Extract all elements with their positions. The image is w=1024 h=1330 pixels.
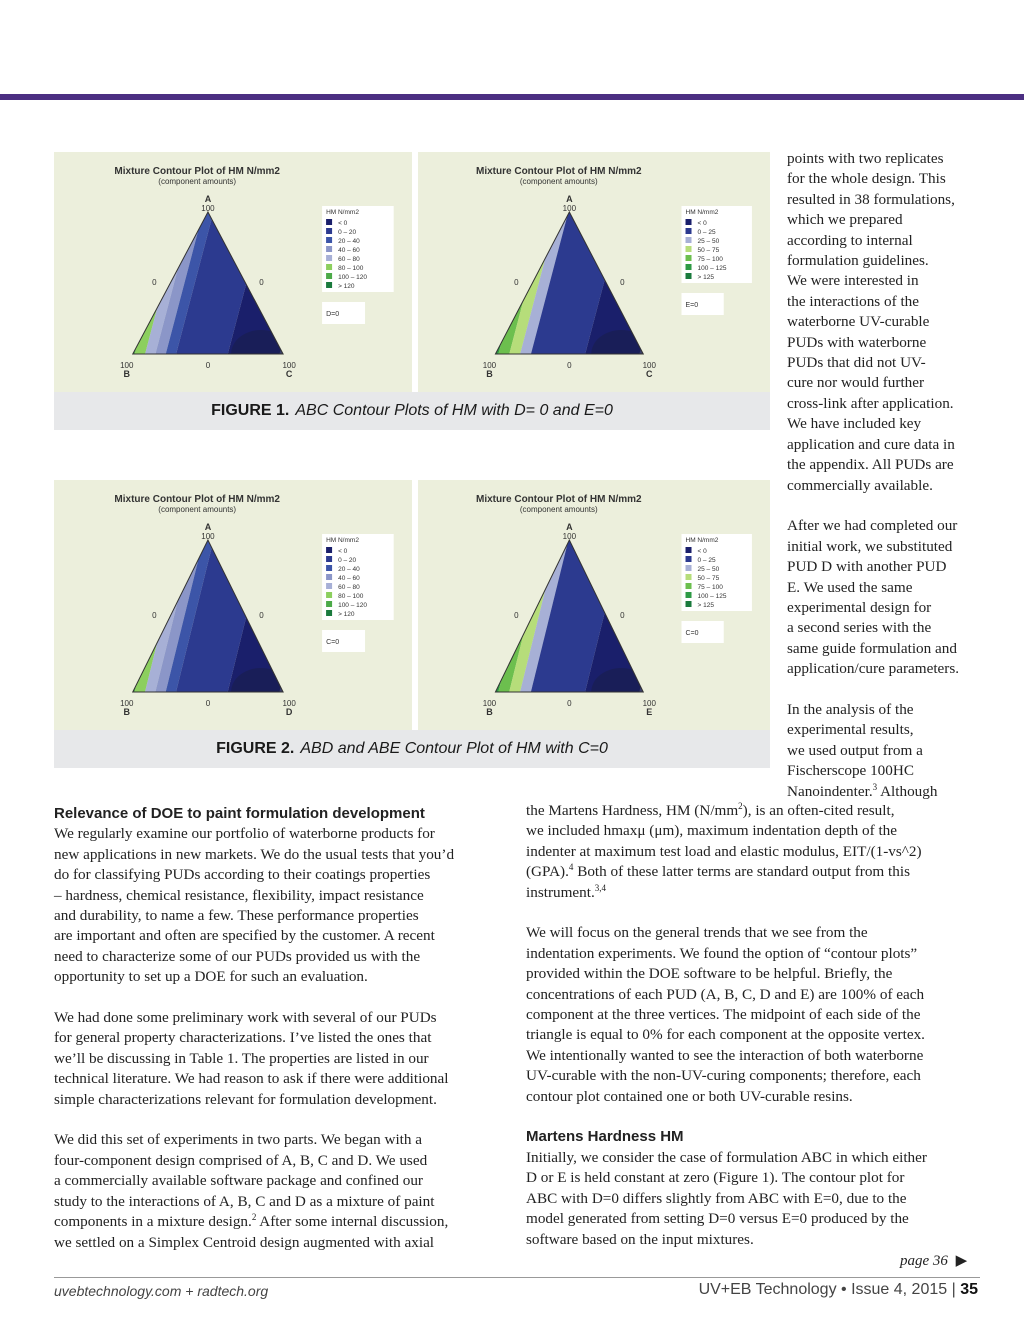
vertex-left-value: 100 <box>482 361 497 370</box>
text-line: which we prepared <box>787 211 903 229</box>
mid-line4: (GPA).$^4$ Both of these latter terms are standard output from this <box>526 862 910 881</box>
legend-swatch <box>326 547 332 553</box>
figure1-caption-label: FIGURE 1. <box>211 402 290 419</box>
text-line: opportunity to set up a DOE for such an evaluation. <box>54 968 368 986</box>
vertex-right-value: 100 <box>282 361 296 370</box>
legend-swatch <box>326 610 332 616</box>
footer-issue-text: UV+EB Technology • Issue 4, 2015 | <box>698 1281 956 1298</box>
text-line: PUD D with another PUD <box>787 558 947 576</box>
legend-entry: 100 – 120 <box>338 602 368 609</box>
legend-entry: 0 – 25 <box>697 229 716 236</box>
vertex-top-value: 100 <box>562 532 577 541</box>
plot-subtitle: (component amounts) <box>158 505 237 514</box>
text-line: do for classifying PUDs according to their coatings properties <box>54 866 431 884</box>
footer-issue <box>699 1281 978 1299</box>
right-column-nanoindenter-line: Nanoindenter.$^3$ Although <box>787 781 938 800</box>
right-column-para3 <box>787 700 987 782</box>
figure1-caption <box>54 392 770 430</box>
left-para3-line5: components in a mixture design.$^2$ After some internal discussion, <box>54 1212 449 1231</box>
text-line: E. We used the same <box>787 578 913 596</box>
text-line: software based on the input mixtures. <box>526 1230 754 1248</box>
legend-entry: < 0 <box>338 220 348 227</box>
legend-swatch <box>686 583 692 589</box>
legend-entry: < 0 <box>697 548 707 555</box>
text-line: In the analysis of the <box>787 700 914 718</box>
plot-title: Mixture Contour Plot of HM N/mm2 <box>476 166 642 177</box>
legend-entry: > 120 <box>338 283 355 290</box>
held-constant-label: C=0 <box>326 639 340 646</box>
text-line: we used output from a <box>787 741 923 759</box>
held-constant-label: E=0 <box>685 302 699 309</box>
text-line: points with two replicates <box>787 150 944 167</box>
legend-swatch <box>326 237 332 243</box>
header-bar <box>0 94 1024 100</box>
text-line: triangle is equal to 0% for each component at the opposite vertex. <box>526 1026 925 1044</box>
legend-entry: 75 – 100 <box>697 256 723 263</box>
vertex-right-label: E <box>646 707 653 717</box>
text-line: initial work, we substituted <box>787 537 953 555</box>
legend-entry: > 120 <box>338 611 355 618</box>
legend-swatch <box>686 592 692 598</box>
right-column-para2 <box>787 516 987 679</box>
legend-swatch <box>326 556 332 562</box>
legend-entry: 50 – 75 <box>697 247 720 254</box>
legend-swatch <box>326 583 332 589</box>
vertex-left-label: B <box>123 707 131 717</box>
text-line: D or E is held constant at zero (Figure 1). The contour plot for <box>526 1169 905 1187</box>
text-line: experimental design for <box>787 598 932 616</box>
text-line: We have included key <box>787 415 922 433</box>
mid-line5: instrument.$^{3,4}$ <box>526 882 607 901</box>
vertex-right-value: 100 <box>642 699 656 708</box>
vertex-left-label: B <box>486 707 493 717</box>
legend-swatch <box>686 556 692 562</box>
text-line: After we had completed our <box>787 517 958 535</box>
text-line: a second series with the <box>787 619 932 637</box>
text-line: application/cure parameters. <box>787 660 960 678</box>
vertex-top-value: 100 <box>562 204 577 213</box>
text-line: ABC with D=0 differs slightly from ABC with E=0, due to the <box>526 1189 907 1207</box>
text-line: Fischerscope 100HC <box>787 762 914 780</box>
text-line: PUDs with waterborne <box>787 333 927 351</box>
plot-subtitle: (component amounts) <box>519 177 598 186</box>
vertex-top-value: 100 <box>201 204 215 213</box>
arrow-right-icon: ▶ <box>955 1253 968 1269</box>
legend-swatch <box>686 601 692 607</box>
midpoint-left: 0 <box>514 611 519 620</box>
legend-entry: 0 – 25 <box>697 557 716 564</box>
legend-swatch <box>686 255 692 261</box>
legend-swatch <box>326 228 332 234</box>
legend-swatch <box>686 547 692 553</box>
text-line: UV-curable with the non-UV-curing components; therefore, each <box>526 1067 921 1085</box>
text-line: need to characterize some of our PUDs provided us with the <box>54 947 421 965</box>
text-line: the interactions of the <box>787 292 920 310</box>
figure1-plot-d0 <box>54 152 412 392</box>
footer-divider <box>54 1277 980 1278</box>
legend-entry: 0 – 20 <box>338 557 357 564</box>
text-line: waterborne UV-curable <box>787 313 930 331</box>
legend-entry: 60 – 80 <box>338 584 360 591</box>
legend-entry: < 0 <box>338 548 348 555</box>
text-line: provided within the DOE software to be helpful. Briefly, the <box>526 965 893 983</box>
legend-swatch <box>686 237 692 243</box>
text-line: contour plot contained one or both UV-curable resins. <box>526 1087 853 1105</box>
text-line: cure nor would further <box>787 374 925 392</box>
text-line: PUDs that did not UV- <box>787 354 926 372</box>
text-line: concentrations of each PUD (A, B, C, D and E) are 100% of each <box>526 985 925 1003</box>
legend-entry: > 125 <box>697 274 714 281</box>
legend-title: HM N/mm2 <box>326 209 359 216</box>
text-line: new applications in new markets. We do the usual tests that you’d <box>54 845 455 863</box>
vertex-top-label: A <box>204 194 212 204</box>
text-line: Initially, we consider the case of formulation ABC in which either <box>526 1148 927 1166</box>
contour-plot-svg <box>418 152 770 392</box>
text-line: cross-link after application. <box>787 394 954 412</box>
text-line: We intentionally wanted to see the interaction of both waterborne <box>526 1046 924 1064</box>
contour-bands <box>113 535 318 716</box>
legend-swatch <box>686 574 692 580</box>
midpoint-bottom: 0 <box>567 361 572 370</box>
vertex-right-value: 100 <box>282 699 296 708</box>
text-line: technical literature. We had reason to ask if there were additional <box>54 1070 449 1088</box>
midpoint-right: 0 <box>259 611 264 620</box>
figure2-plot-c0-abe <box>418 480 770 730</box>
figure2-caption <box>54 730 770 768</box>
text-line: we’ll be discussing in Table 1. The properties are listed in our <box>54 1049 429 1067</box>
vertex-left-label: B <box>486 369 493 379</box>
figure1-caption-text: ABC Contour Plots of HM with D= 0 and E=0 <box>295 402 613 419</box>
vertex-right-label: D <box>285 707 293 717</box>
legend-entry: 0 – 20 <box>338 229 357 236</box>
legend-entry: 100 – 120 <box>338 274 368 281</box>
midpoint-left: 0 <box>514 278 519 287</box>
legend-swatch <box>686 246 692 252</box>
section-heading-martens: Martens Hardness HM <box>526 1128 684 1146</box>
vertex-right-label: C <box>285 369 293 379</box>
legend-swatch <box>326 219 332 225</box>
legend-swatch <box>326 601 332 607</box>
vertex-top-value: 100 <box>201 532 215 541</box>
legend-entry: 20 – 40 <box>338 238 360 245</box>
text-line: indentation experiments. We found the option of “contour plots” <box>526 944 918 962</box>
legend-title: HM N/mm2 <box>326 537 359 544</box>
text-line: We regularly examine our portfolio of waterborne products for <box>54 825 435 843</box>
figure2-plot-c0-abd <box>54 480 412 730</box>
legend-entry: 100 – 125 <box>697 593 727 600</box>
midpoint-right: 0 <box>259 278 264 287</box>
legend-entry: 40 – 60 <box>338 247 360 254</box>
contour-bands <box>113 207 318 378</box>
legend-entry: 25 – 50 <box>697 238 720 245</box>
text-line: formulation guidelines. <box>787 252 929 270</box>
legend-swatch <box>326 282 332 288</box>
text-line: We did this set of experiments in two parts. We began with a <box>54 1131 423 1149</box>
text-line: – hardness, chemical resistance, flexibility, impact resistance <box>54 886 424 904</box>
text-line: a commercially available software package and confined our <box>54 1172 423 1190</box>
contour-plot-svg <box>418 480 770 730</box>
legend-swatch <box>686 264 692 270</box>
text-line: We had done some preliminary work with several of our PUDs <box>54 1009 437 1027</box>
vertex-left-label: B <box>123 369 131 379</box>
right-column <box>787 149 987 802</box>
text-line: experimental results, <box>787 721 914 739</box>
text-line: four-component design comprised of A, B, C and D. We used <box>54 1151 428 1169</box>
legend-entry: 25 – 50 <box>697 566 720 573</box>
legend-title: HM N/mm2 <box>685 209 719 216</box>
vertex-top-label: A <box>566 522 573 532</box>
left-para2 <box>54 1008 514 1110</box>
plot-subtitle: (component amounts) <box>519 505 598 514</box>
continued-page-link[interactable] <box>900 1251 967 1270</box>
vertex-right-label: C <box>646 369 653 379</box>
text-line: we included hmaxμ (μm), maximum indentation depth of the <box>526 822 897 840</box>
contour-bands <box>475 207 678 378</box>
legend-entry: > 125 <box>697 602 714 609</box>
legend-entry: 75 – 100 <box>697 584 723 591</box>
legend-entry: 100 – 125 <box>697 265 727 272</box>
text-line: are important and often are specified by the customer. A recent <box>54 927 435 945</box>
figure2-caption-label: FIGURE 2. <box>216 740 295 757</box>
mid-para3 <box>526 1148 986 1250</box>
vertex-top-label: A <box>204 522 212 532</box>
text-line: simple characterizations relevant for formulation development. <box>54 1090 437 1108</box>
legend-swatch <box>326 592 332 598</box>
legend-swatch <box>686 565 692 571</box>
midpoint-right: 0 <box>620 278 625 287</box>
text-line: We were interested in <box>787 272 919 290</box>
legend-entry: 20 – 40 <box>338 566 360 573</box>
vertex-top-label: A <box>566 194 573 204</box>
contour-plot-svg <box>54 480 412 730</box>
vertex-right-value: 100 <box>642 361 656 370</box>
text-line: We will focus on the general trends that we see from the <box>526 924 868 942</box>
plot-subtitle: (component amounts) <box>158 177 237 186</box>
legend-swatch <box>686 273 692 279</box>
vertex-left-value: 100 <box>482 699 497 708</box>
held-constant-label: D=0 <box>326 311 340 318</box>
text-line: application and cure data in <box>787 435 955 453</box>
legend-title: HM N/mm2 <box>685 537 719 544</box>
text-line: indenter at maximum test load and elastic modulus, EIT/(1-vs^2) <box>526 842 922 860</box>
text-line: the appendix. All PUDs are <box>787 456 954 474</box>
footer-websites: uvebtechnology.com + radtech.org <box>54 1283 269 1299</box>
legend-swatch <box>326 273 332 279</box>
legend-entry: 50 – 75 <box>697 575 720 582</box>
text-line: component at the three vertices. The midpoint of each side of the <box>526 1006 921 1024</box>
left-para1 <box>54 824 514 987</box>
legend-swatch <box>326 574 332 580</box>
plot-title: Mixture Contour Plot of HM N/mm2 <box>476 494 642 505</box>
mid-line1: the Martens Hardness, HM $(N/mm^2)$, is an often-cited result, <box>526 800 895 819</box>
contour-bands <box>475 535 678 716</box>
legend-swatch <box>686 219 692 225</box>
midpoint-bottom: 0 <box>205 699 211 708</box>
midpoint-left: 0 <box>152 278 157 287</box>
legend-swatch <box>326 255 332 261</box>
middle-column <box>526 801 986 1250</box>
text-line: according to internal <box>787 231 913 249</box>
legend-swatch <box>326 246 332 252</box>
plot-title: Mixture Contour Plot of HM N/mm2 <box>114 166 280 177</box>
legend-entry: 80 – 100 <box>338 593 364 600</box>
contour-plot-svg <box>54 152 412 392</box>
text-line: resulted in 38 formulations, <box>787 190 955 208</box>
legend-entry: 80 – 100 <box>338 265 364 272</box>
section-heading-doe: Relevance of DOE to paint formulation development <box>54 805 425 822</box>
right-column-para1 <box>787 149 987 496</box>
text-line: study to the interactions of A, B, C and D as a mixture of paint <box>54 1192 435 1210</box>
text-line: for general property characterizations. I’ve listed the ones that <box>54 1029 432 1047</box>
text-line: commercially available. <box>787 476 933 494</box>
plot-title: Mixture Contour Plot of HM N/mm2 <box>114 494 280 505</box>
text-line: for the whole design. This <box>787 170 946 188</box>
midpoint-right: 0 <box>620 611 625 620</box>
page-number: 35 <box>960 1281 978 1298</box>
figure2-caption-text: ABD and ABE Contour Plot of HM with C=0 <box>300 740 608 757</box>
legend-swatch <box>326 264 332 270</box>
text-line: model generated from setting D=0 versus E=0 produced by the <box>526 1210 909 1228</box>
vertex-left-value: 100 <box>120 699 134 708</box>
midpoint-bottom: 0 <box>567 699 572 708</box>
text-line: and durability, to name a few. These performance properties <box>54 907 419 925</box>
left-para3-line6: we settled on a Simplex Centroid design augmented with axial <box>54 1233 435 1251</box>
left-column <box>54 804 514 1253</box>
held-constant-label: C=0 <box>685 630 699 637</box>
text-line: same guide formulation and <box>787 639 957 657</box>
legend-entry: 60 – 80 <box>338 256 360 263</box>
page-ref-text: page 36 <box>900 1253 948 1269</box>
legend-entry: < 0 <box>697 220 707 227</box>
legend-swatch <box>686 228 692 234</box>
mid-lines <box>526 821 986 862</box>
legend-swatch <box>326 565 332 571</box>
left-para3 <box>54 1130 514 1212</box>
vertex-left-value: 100 <box>120 361 134 370</box>
midpoint-bottom: 0 <box>205 361 211 370</box>
legend-entry: 40 – 60 <box>338 575 360 582</box>
figure1-plot-e0 <box>418 152 770 392</box>
mid-para2 <box>526 923 986 1107</box>
midpoint-left: 0 <box>152 611 157 620</box>
